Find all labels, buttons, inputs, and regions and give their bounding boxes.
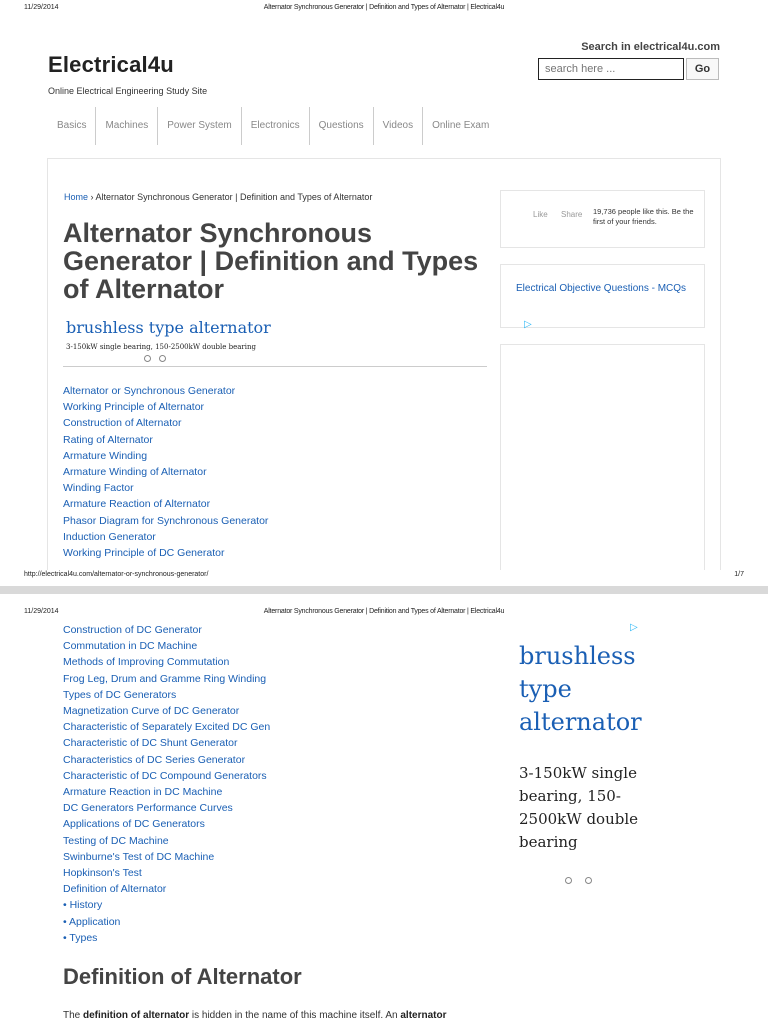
search-input[interactable] (538, 58, 684, 80)
nav-item-basics[interactable]: Basics (48, 107, 96, 145)
nav-item-power-system[interactable]: Power System (158, 107, 241, 145)
breadcrumb-home-link[interactable]: Home (64, 192, 89, 202)
toc-link[interactable]: Armature Winding (63, 449, 148, 462)
nav-item-online-exam[interactable]: Online Exam (432, 120, 490, 131)
search-label: Search in electrical4u.com (581, 41, 720, 53)
like-count-text: 19,736 people like this. Be the first of your friends. (593, 207, 694, 226)
toc-link[interactable]: Phasor Diagram for Synchronous Generator (63, 514, 269, 527)
page-separator (0, 586, 768, 594)
nav-item-machines[interactable]: Machines (96, 107, 158, 145)
toc-link[interactable]: Characteristic of DC Shunt Generator (63, 737, 238, 750)
inline-ad-subtext: 3-150kW single bearing, 150-2500kW double bearing (66, 343, 256, 351)
toc-link[interactable]: Characteristic of DC Compound Generators (63, 769, 267, 782)
definition-paragraph (63, 1010, 493, 1021)
carousel-dot-2[interactable] (159, 355, 166, 362)
toc-link[interactable]: Characteristics of DC Series Generator (63, 753, 246, 766)
print-url: http://electrical4u.com/alternator-or-synchronous-generator/ (24, 571, 209, 578)
print-date: 11/29/2014 (24, 4, 59, 11)
search-go-button[interactable]: Go (686, 58, 719, 80)
nav-item-electronics[interactable]: Electronics (242, 107, 310, 145)
toc-link[interactable]: Magnetization Curve of DC Generator (63, 705, 240, 718)
toc-link[interactable]: Construction of Alternator (63, 417, 182, 430)
share-button[interactable]: Share (561, 210, 583, 219)
toc-link[interactable]: Armature Reaction in DC Machine (63, 786, 223, 799)
like-button[interactable]: Like (533, 210, 548, 219)
carousel-dot-1[interactable] (565, 877, 572, 884)
para-text: The (63, 1010, 84, 1021)
toc-link[interactable]: Characteristic of Separately Excited DC Gen (63, 721, 271, 734)
toc-list-page2 (63, 622, 270, 946)
sidebar-ad-subtext: 3-150kW single bearing, 150-2500kW double bearing (519, 764, 639, 851)
print-footer-1 (0, 568, 768, 580)
toc-link[interactable]: Working Principle of DC Generator (63, 547, 225, 560)
site-tagline: Online Electrical Engineering Study Site (48, 86, 208, 96)
site-logo[interactable]: Electrical4u (48, 52, 174, 77)
sidebar-ad-headline[interactable]: brushless type alternator (519, 642, 642, 736)
carousel-dot-2[interactable] (585, 877, 592, 884)
toc-link[interactable]: • History (63, 899, 103, 912)
toc-link[interactable]: Working Principle of Alternator (63, 401, 205, 414)
breadcrumb-separator: › (90, 192, 94, 202)
inline-ad-headline[interactable]: brushless type alternator (66, 318, 271, 337)
para-text: is hidden in the name of this machine itself. An (189, 1010, 401, 1021)
carousel-dot-1[interactable] (144, 355, 151, 362)
divider (63, 366, 487, 367)
print-header-1 (0, 0, 768, 12)
breadcrumb (64, 192, 372, 202)
toc-link[interactable]: Methods of Improving Commutation (63, 656, 230, 669)
print-title: Alternator Synchronous Generator | Definition and Types of Alternator | Electrical4u (263, 4, 505, 11)
toc-link[interactable]: DC Generators Performance Curves (63, 802, 233, 815)
toc-link[interactable]: Definition of Alternator (63, 883, 167, 896)
toc-link[interactable]: Types of DC Generators (63, 688, 177, 701)
facebook-like-box (500, 190, 705, 248)
adchoices-icon[interactable]: ▷ (630, 622, 638, 633)
para-bold: alternator (400, 1010, 447, 1021)
nav-item-questions[interactable]: Questions (310, 107, 374, 145)
print-date: 11/29/2014 (24, 608, 59, 615)
toc-link[interactable]: Armature Reaction of Alternator (63, 498, 211, 511)
sidebar-mcq-link[interactable]: Electrical Objective Questions - MCQs (516, 283, 687, 294)
toc-link[interactable]: Winding Factor (63, 482, 134, 495)
breadcrumb-current: Alternator Synchronous Generator | Definition and Types of Alternator (95, 192, 373, 202)
toc-link[interactable]: Applications of DC Generators (63, 818, 205, 831)
toc-link[interactable]: Hopkinson's Test (63, 867, 142, 880)
print-title: Alternator Synchronous Generator | Definition and Types of Alternator | Electrical4u (263, 608, 505, 615)
toc-link[interactable]: Swinburne's Test of DC Machine (63, 850, 215, 863)
toc-link[interactable]: Rating of Alternator (63, 433, 153, 446)
main-nav (48, 107, 498, 145)
toc-link[interactable]: Armature Winding of Alternator (63, 466, 207, 479)
toc-link[interactable]: • Types (63, 931, 98, 944)
toc-link[interactable]: Testing of DC Machine (63, 834, 169, 847)
toc-link[interactable]: Induction Generator (63, 530, 156, 543)
toc-link[interactable]: Frog Leg, Drum and Gramme Ring Winding (63, 672, 267, 685)
section-heading: Definition of Alternator (63, 964, 302, 989)
print-header-2 (0, 604, 768, 616)
page-title: Alternator Synchronous Generator | Definition and Types of Alternator (63, 218, 479, 304)
sidebar-ad-frame (500, 344, 705, 570)
toc-link[interactable]: Commutation in DC Machine (63, 640, 198, 653)
toc-link[interactable]: • Application (63, 915, 121, 928)
nav-item-videos[interactable]: Videos (374, 107, 423, 145)
toc-link[interactable]: Construction of DC Generator (63, 624, 202, 636)
adchoices-icon[interactable]: ▷ (524, 319, 532, 330)
para-bold: definition of alternator (83, 1010, 190, 1021)
toc-link[interactable]: Alternator or Synchronous Generator (63, 385, 236, 397)
toc-list-page1 (63, 383, 268, 561)
print-page-number: 1/7 (734, 571, 744, 578)
